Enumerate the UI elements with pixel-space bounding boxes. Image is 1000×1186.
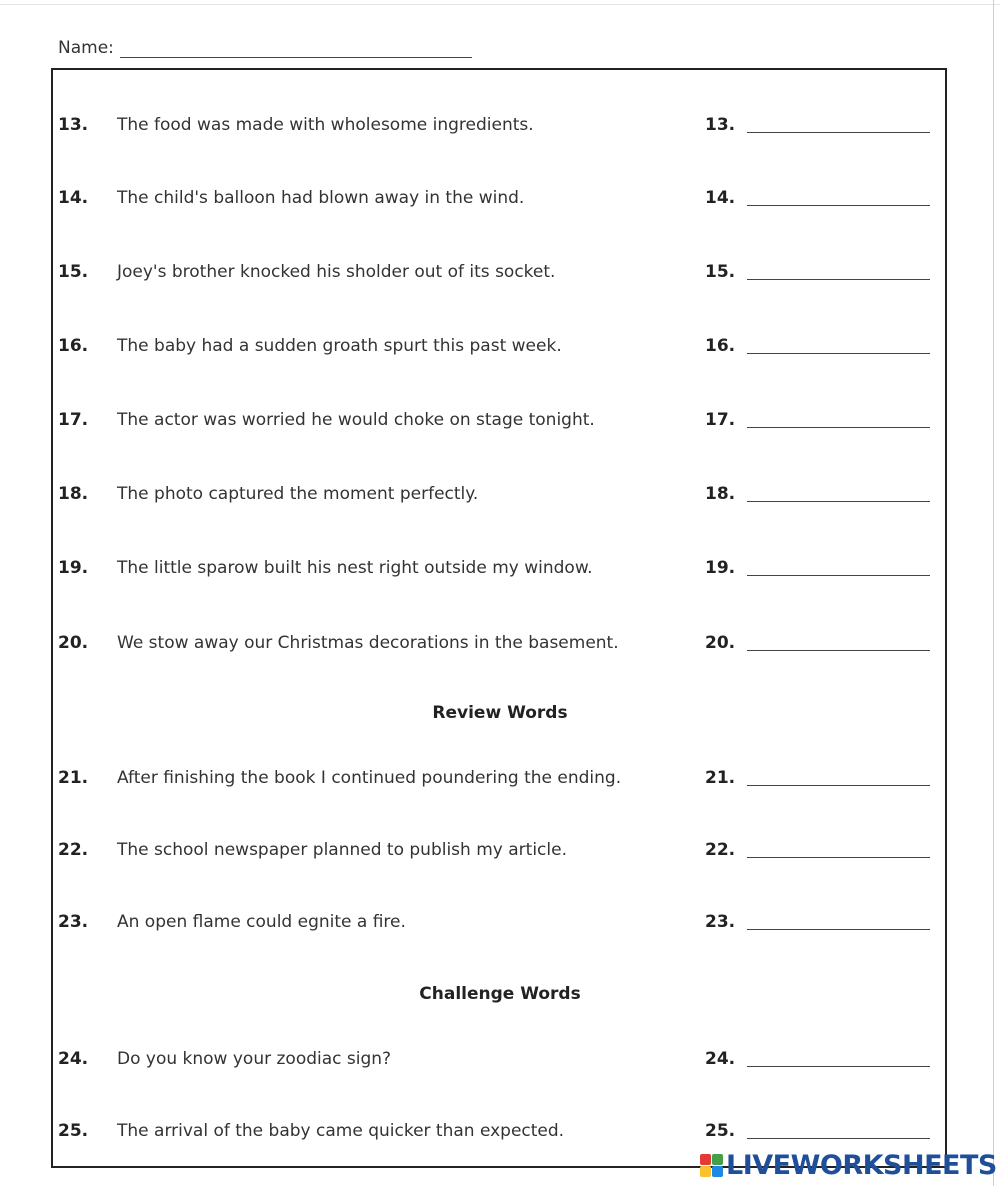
liveworksheets-logo bbox=[700, 1148, 997, 1182]
answer-blank[interactable] bbox=[747, 857, 930, 858]
answer-number: 20. bbox=[705, 633, 736, 653]
question-row-13 bbox=[58, 109, 938, 139]
page-edge bbox=[993, 0, 994, 1186]
question-row-21 bbox=[58, 762, 938, 792]
question-number: 23. bbox=[58, 912, 89, 932]
logo-square bbox=[700, 1166, 711, 1177]
page-edge bbox=[0, 4, 1000, 5]
question-row-23 bbox=[58, 906, 938, 936]
liveworksheets-logo-icon bbox=[700, 1154, 723, 1177]
answer-number: 24. bbox=[705, 1049, 736, 1069]
name-field bbox=[58, 38, 472, 58]
question-number: 18. bbox=[58, 484, 89, 504]
question-number: 16. bbox=[58, 336, 89, 356]
logo-square bbox=[712, 1154, 723, 1165]
question-sentence: The child's balloon had blown away in the wind. bbox=[117, 188, 525, 208]
question-number: 19. bbox=[58, 558, 89, 578]
question-number: 13. bbox=[58, 115, 89, 135]
logo-square bbox=[700, 1154, 711, 1165]
question-row-22 bbox=[58, 834, 938, 864]
answer-blank[interactable] bbox=[747, 279, 930, 280]
question-number: 22. bbox=[58, 840, 89, 860]
question-sentence: The actor was worried he would choke on stage tonight. bbox=[117, 410, 595, 430]
question-sentence: Joey's brother knocked his sholder out of its socket. bbox=[117, 262, 556, 282]
question-number: 17. bbox=[58, 410, 89, 430]
answer-number: 14. bbox=[705, 188, 736, 208]
answer-blank[interactable] bbox=[747, 501, 930, 502]
question-number: 15. bbox=[58, 262, 89, 282]
question-sentence: The photo captured the moment perfectly. bbox=[117, 484, 479, 504]
answer-blank[interactable] bbox=[747, 427, 930, 428]
section-heading-review: Review Words bbox=[432, 703, 568, 723]
question-number: 24. bbox=[58, 1049, 89, 1069]
question-row-16 bbox=[58, 330, 938, 360]
answer-number: 16. bbox=[705, 336, 736, 356]
logo-square bbox=[712, 1166, 723, 1177]
question-number: 21. bbox=[58, 768, 89, 788]
name-input-line[interactable] bbox=[120, 39, 472, 58]
answer-blank[interactable] bbox=[747, 1138, 930, 1139]
question-row-20 bbox=[58, 627, 938, 657]
answer-number: 19. bbox=[705, 558, 736, 578]
answer-number: 22. bbox=[705, 840, 736, 860]
answer-number: 21. bbox=[705, 768, 736, 788]
question-row-14 bbox=[58, 182, 938, 212]
answer-number: 17. bbox=[705, 410, 736, 430]
answer-blank[interactable] bbox=[747, 575, 930, 576]
answer-number: 18. bbox=[705, 484, 736, 504]
logo-wordmark: LIVEWORKSHEETS bbox=[726, 1149, 997, 1181]
name-label: Name: bbox=[58, 38, 114, 58]
answer-blank[interactable] bbox=[747, 353, 930, 354]
answer-blank[interactable] bbox=[747, 650, 930, 651]
question-row-18 bbox=[58, 478, 938, 508]
question-number: 14. bbox=[58, 188, 89, 208]
question-sentence: The school newspaper planned to publish my article. bbox=[117, 840, 567, 860]
answer-number: 15. bbox=[705, 262, 736, 282]
answer-number: 13. bbox=[705, 115, 736, 135]
question-sentence: The little sparow built his nest right outside my window. bbox=[117, 558, 593, 578]
question-row-17 bbox=[58, 404, 938, 434]
answer-blank[interactable] bbox=[747, 785, 930, 786]
section-heading-challenge: Challenge Words bbox=[419, 984, 581, 1004]
question-sentence: The food was made with wholesome ingredients. bbox=[117, 115, 534, 135]
question-sentence: The baby had a sudden groath spurt this past week. bbox=[117, 336, 562, 356]
question-row-15 bbox=[58, 256, 938, 286]
question-sentence: Do you know your zoodiac sign? bbox=[117, 1049, 392, 1069]
question-number: 20. bbox=[58, 633, 89, 653]
question-row-19 bbox=[58, 552, 938, 582]
answer-blank[interactable] bbox=[747, 1066, 930, 1067]
answer-number: 23. bbox=[705, 912, 736, 932]
answer-number: 25. bbox=[705, 1121, 736, 1141]
question-number: 25. bbox=[58, 1121, 89, 1141]
answer-blank[interactable] bbox=[747, 132, 930, 133]
question-sentence: After finishing the book I continued poundering the ending. bbox=[117, 768, 622, 788]
question-sentence: The arrival of the baby came quicker than expected. bbox=[117, 1121, 565, 1141]
question-sentence: We stow away our Christmas decorations in the basement. bbox=[117, 633, 619, 653]
question-sentence: An open flame could egnite a fire. bbox=[117, 912, 406, 932]
answer-blank[interactable] bbox=[747, 929, 930, 930]
question-row-25 bbox=[58, 1115, 938, 1145]
question-row-24 bbox=[58, 1043, 938, 1073]
answer-blank[interactable] bbox=[747, 205, 930, 206]
